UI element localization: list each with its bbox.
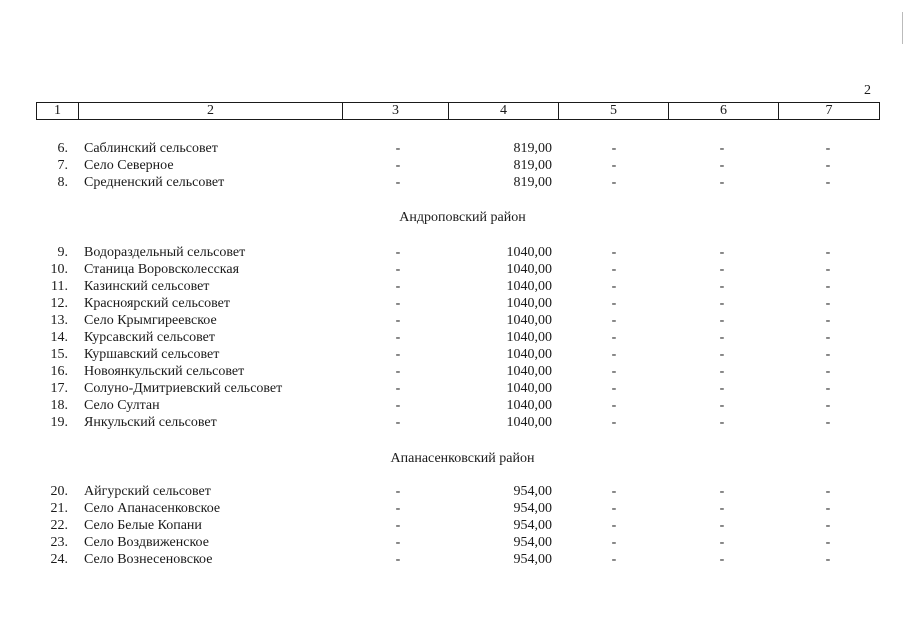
row-number: 16. bbox=[50, 364, 68, 379]
row-name: Село Вознесеновское bbox=[84, 552, 213, 567]
row-col-3: - bbox=[395, 347, 401, 362]
row-number: 10. bbox=[50, 262, 68, 277]
row-col-3: - bbox=[395, 296, 401, 311]
row-col-4: 1040,00 bbox=[506, 313, 552, 328]
row-name: Казинский сельсовет bbox=[84, 279, 210, 294]
row-col-7: - bbox=[825, 262, 831, 277]
row-col-5: - bbox=[611, 364, 617, 379]
row-number: 11. bbox=[51, 279, 68, 294]
row-name: Новоянкульский сельсовет bbox=[84, 364, 245, 379]
row-col-7: - bbox=[825, 245, 831, 260]
row-col-6: - bbox=[719, 279, 725, 294]
row-col-7: - bbox=[825, 279, 831, 294]
row-col-4: 954,00 bbox=[513, 518, 552, 533]
section-title-apanasenkovsky: Апанасенковский район bbox=[390, 451, 535, 466]
row-col-7: - bbox=[825, 398, 831, 413]
table-row bbox=[0, 157, 905, 174]
row-col-3: - bbox=[395, 158, 401, 173]
row-col-5: - bbox=[611, 175, 617, 190]
column-header-row bbox=[36, 102, 880, 120]
row-col-3: - bbox=[395, 175, 401, 190]
row-col-6: - bbox=[719, 535, 725, 550]
row-col-4: 954,00 bbox=[513, 501, 552, 516]
row-col-6: - bbox=[719, 175, 725, 190]
section-title-andropovsky: Андроповский район bbox=[399, 210, 526, 225]
column-header-1: 1 bbox=[37, 103, 79, 119]
table-row bbox=[0, 551, 905, 568]
row-col-5: - bbox=[611, 518, 617, 533]
row-name: Село Воздвиженское bbox=[84, 535, 209, 550]
row-number: 14. bbox=[50, 330, 68, 345]
row-col-5: - bbox=[611, 501, 617, 516]
row-col-7: - bbox=[825, 535, 831, 550]
table-row bbox=[0, 174, 905, 191]
row-name: Село Северное bbox=[84, 158, 174, 173]
row-col-7: - bbox=[825, 501, 831, 516]
row-col-3: - bbox=[395, 313, 401, 328]
row-col-5: - bbox=[611, 313, 617, 328]
row-col-5: - bbox=[611, 141, 617, 156]
row-number: 19. bbox=[50, 415, 68, 430]
row-col-5: - bbox=[611, 158, 617, 173]
row-col-5: - bbox=[611, 296, 617, 311]
row-col-6: - bbox=[719, 262, 725, 277]
row-col-3: - bbox=[395, 245, 401, 260]
row-col-3: - bbox=[395, 398, 401, 413]
row-col-7: - bbox=[825, 296, 831, 311]
row-col-7: - bbox=[825, 518, 831, 533]
row-number: 15. bbox=[50, 347, 68, 362]
column-header-3: 3 bbox=[343, 103, 449, 119]
table-row bbox=[0, 346, 905, 363]
row-col-5: - bbox=[611, 484, 617, 499]
row-col-6: - bbox=[719, 330, 725, 345]
row-name: Село Апанасенковское bbox=[84, 501, 221, 516]
row-number: 24. bbox=[50, 552, 68, 567]
row-name: Село Султан bbox=[84, 398, 160, 413]
row-col-7: - bbox=[825, 364, 831, 379]
column-header-2: 2 bbox=[79, 103, 343, 119]
row-name: Саблинский сельсовет bbox=[84, 141, 218, 156]
table-row bbox=[0, 244, 905, 261]
row-name: Село Белые Копани bbox=[84, 518, 202, 533]
row-number: 21. bbox=[50, 501, 68, 516]
row-name: Село Крымгиреевское bbox=[84, 313, 217, 328]
row-col-4: 1040,00 bbox=[506, 415, 552, 430]
row-name: Солуно-Дмитриевский сельсовет bbox=[84, 381, 283, 396]
row-col-7: - bbox=[825, 415, 831, 430]
row-col-7: - bbox=[825, 381, 831, 396]
row-col-6: - bbox=[719, 141, 725, 156]
page-number: 2 bbox=[864, 83, 871, 98]
column-header-6: 6 bbox=[669, 103, 779, 119]
page-edge-mark bbox=[902, 12, 903, 44]
row-number: 23. bbox=[50, 535, 68, 550]
row-number: 22. bbox=[50, 518, 68, 533]
row-number: 18. bbox=[50, 398, 68, 413]
row-name: Станица Воровсколесская bbox=[84, 262, 240, 277]
row-col-3: - bbox=[395, 330, 401, 345]
row-col-3: - bbox=[395, 381, 401, 396]
row-col-6: - bbox=[719, 313, 725, 328]
row-col-4: 1040,00 bbox=[506, 262, 552, 277]
row-col-6: - bbox=[719, 381, 725, 396]
row-col-7: - bbox=[825, 158, 831, 173]
row-number: 6. bbox=[57, 141, 68, 156]
table-row bbox=[0, 295, 905, 312]
row-col-4: 1040,00 bbox=[506, 398, 552, 413]
row-col-4: 819,00 bbox=[513, 158, 552, 173]
row-name: Курсавский сельсовет bbox=[84, 330, 215, 345]
row-col-6: - bbox=[719, 158, 725, 173]
table-row bbox=[0, 312, 905, 329]
row-col-5: - bbox=[611, 415, 617, 430]
row-col-3: - bbox=[395, 552, 401, 567]
column-header-5: 5 bbox=[559, 103, 669, 119]
row-col-6: - bbox=[719, 245, 725, 260]
row-col-5: - bbox=[611, 552, 617, 567]
row-col-5: - bbox=[611, 347, 617, 362]
row-number: 20. bbox=[50, 484, 68, 499]
row-col-6: - bbox=[719, 552, 725, 567]
row-number: 7. bbox=[57, 158, 68, 173]
table-row bbox=[0, 534, 905, 551]
row-col-5: - bbox=[611, 262, 617, 277]
column-header-7: 7 bbox=[825, 103, 833, 118]
row-number: 8. bbox=[57, 175, 68, 190]
row-col-5: - bbox=[611, 381, 617, 396]
row-col-6: - bbox=[719, 501, 725, 516]
table-row bbox=[0, 363, 905, 380]
row-name: Водораздельный сельсовет bbox=[84, 245, 246, 260]
row-col-6: - bbox=[719, 518, 725, 533]
column-header-4: 4 bbox=[449, 103, 559, 119]
row-col-4: 954,00 bbox=[513, 552, 552, 567]
row-number: 12. bbox=[50, 296, 68, 311]
row-col-7: - bbox=[825, 484, 831, 499]
row-col-5: - bbox=[611, 398, 617, 413]
row-col-6: - bbox=[719, 415, 725, 430]
row-number: 17. bbox=[50, 381, 68, 396]
row-col-4: 1040,00 bbox=[506, 296, 552, 311]
table-row bbox=[0, 414, 905, 431]
row-col-7: - bbox=[825, 347, 831, 362]
table-row bbox=[0, 380, 905, 397]
row-col-7: - bbox=[825, 552, 831, 567]
row-col-6: - bbox=[719, 347, 725, 362]
row-col-7: - bbox=[825, 141, 831, 156]
row-col-3: - bbox=[395, 279, 401, 294]
row-col-7: - bbox=[825, 175, 831, 190]
row-col-4: 1040,00 bbox=[506, 347, 552, 362]
row-col-4: 954,00 bbox=[513, 535, 552, 550]
row-name: Айгурский сельсовет bbox=[84, 484, 211, 499]
row-col-4: 1040,00 bbox=[506, 364, 552, 379]
row-col-5: - bbox=[611, 279, 617, 294]
row-col-3: - bbox=[395, 501, 401, 516]
row-col-4: 1040,00 bbox=[506, 330, 552, 345]
table-row bbox=[0, 517, 905, 534]
row-name: Красноярский сельсовет bbox=[84, 296, 230, 311]
row-col-6: - bbox=[719, 398, 725, 413]
row-col-7: - bbox=[825, 330, 831, 345]
row-col-3: - bbox=[395, 415, 401, 430]
row-col-4: 954,00 bbox=[513, 484, 552, 499]
row-col-3: - bbox=[395, 364, 401, 379]
table-row bbox=[0, 329, 905, 346]
row-col-5: - bbox=[611, 535, 617, 550]
row-col-3: - bbox=[395, 141, 401, 156]
table-row bbox=[0, 140, 905, 157]
row-name: Янкульский сельсовет bbox=[84, 415, 217, 430]
row-col-5: - bbox=[611, 330, 617, 345]
row-name: Куршавский сельсовет bbox=[84, 347, 220, 362]
row-col-4: 819,00 bbox=[513, 175, 552, 190]
table-row bbox=[0, 397, 905, 414]
row-col-3: - bbox=[395, 262, 401, 277]
row-number: 9. bbox=[57, 245, 68, 260]
row-col-4: 1040,00 bbox=[506, 245, 552, 260]
row-col-4: 819,00 bbox=[513, 141, 552, 156]
row-col-6: - bbox=[719, 296, 725, 311]
row-col-3: - bbox=[395, 518, 401, 533]
table-row bbox=[0, 261, 905, 278]
table-row bbox=[0, 500, 905, 517]
row-col-3: - bbox=[395, 484, 401, 499]
row-number: 13. bbox=[50, 313, 68, 328]
row-col-6: - bbox=[719, 364, 725, 379]
table-row bbox=[0, 483, 905, 500]
row-col-5: - bbox=[611, 245, 617, 260]
row-col-4: 1040,00 bbox=[506, 279, 552, 294]
row-name: Средненский сельсовет bbox=[84, 175, 225, 190]
row-col-6: - bbox=[719, 484, 725, 499]
table-row bbox=[0, 278, 905, 295]
row-col-4: 1040,00 bbox=[506, 381, 552, 396]
row-col-7: - bbox=[825, 313, 831, 328]
row-col-3: - bbox=[395, 535, 401, 550]
